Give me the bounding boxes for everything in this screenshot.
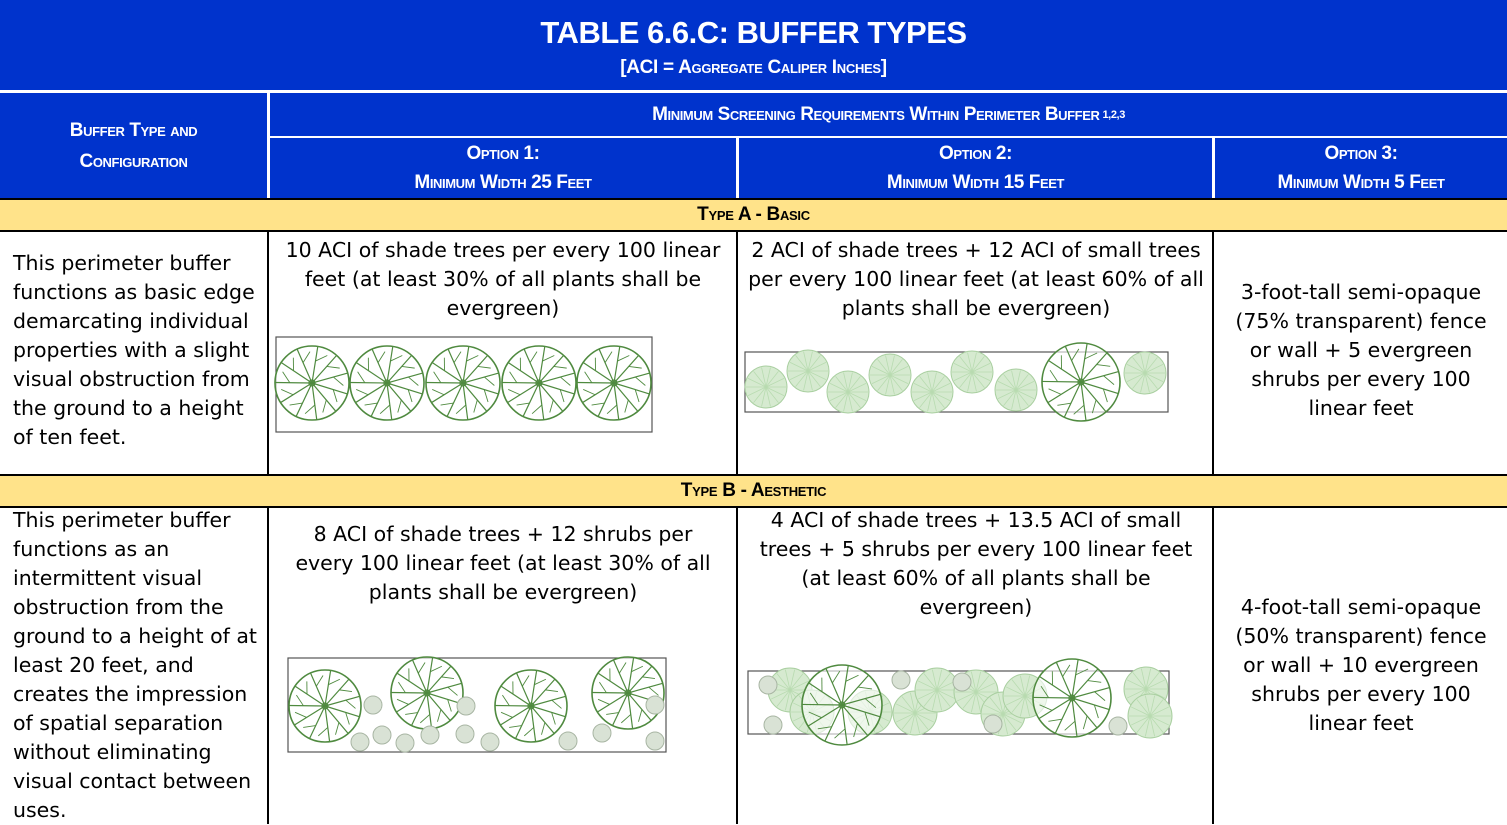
- shrub-symbol: [593, 724, 611, 742]
- header-buffer-type-line2: Configuration: [80, 146, 188, 177]
- small-tree-symbol: [915, 668, 959, 712]
- type-b-option-1-text: 8 ACI of shade trees + 12 shrubs per every 100 linear feet (at least 30% of all plants shall be evergreen): [290, 520, 716, 607]
- small-tree-symbol: [981, 692, 1025, 736]
- shrub-symbol: [373, 726, 391, 744]
- shade-tree-symbol: [1033, 659, 1111, 737]
- type-b-option-2-text: 4 ACI of shade trees + 13.5 ACI of small trees + 5 shrubs per every 100 linear feet (at least 60% of all plants shall be evergreen): [748, 506, 1204, 622]
- shade-tree-symbol: [350, 346, 424, 420]
- type-b-band: [0, 476, 1507, 506]
- header-option-2: [739, 138, 1212, 198]
- small-tree-symbol: [1124, 352, 1166, 394]
- shade-tree-symbol: [1042, 343, 1120, 421]
- small-tree-symbol: [787, 350, 829, 392]
- type-b-description: This perimeter buffer functions as an intermittent visual obstruction from the ground to a height of at least 20 feet, and creates the impression of spatial separation without eliminating visual contact between uses.: [13, 506, 263, 825]
- header-footnote-ref: 1,2,3: [1102, 109, 1124, 121]
- small-tree-symbol: [790, 690, 834, 734]
- shrub-symbol: [559, 732, 577, 750]
- small-tree-symbol: [848, 690, 892, 734]
- shrub-symbol: [646, 696, 664, 714]
- option-2-title: Option 2:: [939, 139, 1012, 168]
- header-buffer-type-line1: Buffer Type and: [70, 115, 197, 146]
- type-a-label: Type A - Basic: [697, 204, 810, 226]
- shade-tree-symbol: [289, 670, 361, 742]
- header-screening-group: [270, 93, 1507, 136]
- option-1-width: Minimum Width 25 Feet: [414, 168, 591, 197]
- shade-tree-symbol: [426, 346, 500, 420]
- shrub-symbol: [456, 725, 474, 743]
- shade-tree-symbol: [802, 665, 882, 745]
- header-screening-label: Minimum Screening Requirements Within Perimeter Buffer: [652, 104, 1099, 126]
- table-title-band: [0, 0, 1507, 90]
- small-tree-symbol: [745, 366, 787, 408]
- header-buffer-type: [0, 93, 267, 198]
- shrub-symbol: [421, 726, 439, 744]
- shrub-symbol: [984, 715, 1002, 733]
- small-tree-symbol: [893, 691, 937, 735]
- shade-tree-symbol: [502, 346, 576, 420]
- shade-tree-symbol: [391, 657, 463, 729]
- type-a-option-1-text: 10 ACI of shade trees per every 100 linear feet (at least 30% of all plants shall be evergreen): [280, 236, 726, 323]
- option-1-title: Option 1:: [466, 139, 539, 168]
- shrub-symbol: [646, 732, 664, 750]
- shade-tree-symbol: [275, 346, 349, 420]
- header-option-3: [1215, 138, 1507, 198]
- type-a-description: This perimeter buffer functions as basic edge demarcating individual properties with a slight visual obstruction from the ground to a height of ten feet.: [13, 249, 261, 452]
- shade-tree-symbol: [592, 657, 664, 729]
- small-tree-symbol: [869, 354, 911, 396]
- table-subtitle: [ACI = Aggregate Caliper Inches]: [620, 57, 887, 79]
- shrub-symbol: [351, 733, 369, 751]
- table-title: TABLE 6.6.C: BUFFER TYPES: [540, 15, 966, 51]
- small-tree-symbol: [1124, 667, 1168, 711]
- type-b-label: Type B - Aesthetic: [681, 480, 826, 502]
- small-tree-symbol: [1003, 674, 1047, 718]
- shade-tree-symbol: [577, 346, 651, 420]
- shrub-symbol: [457, 697, 475, 715]
- small-tree-symbol: [951, 351, 993, 393]
- shrub-symbol: [759, 676, 777, 694]
- shrub-symbol: [481, 733, 499, 751]
- shade-tree-symbol: [495, 670, 567, 742]
- small-tree-symbol: [1128, 694, 1172, 738]
- type-a-option-3-text: 3-foot-tall semi-opaque (75% transparent) fence or wall + 5 evergreen shrubs per every 100 linear feet: [1225, 278, 1497, 423]
- option-3-width: Minimum Width 5 Feet: [1277, 168, 1444, 197]
- type-a-option-2-buffer-outline: [745, 352, 1168, 412]
- small-tree-symbol: [827, 371, 869, 413]
- header-option-1: [270, 138, 736, 198]
- shrub-symbol: [764, 716, 782, 734]
- option-2-width: Minimum Width 15 Feet: [887, 168, 1064, 197]
- type-a-option-2-text: 2 ACI of shade trees + 12 ACI of small trees per every 100 linear feet (at least 60% of all plants shall be evergreen): [748, 236, 1204, 323]
- option-3-title: Option 3:: [1324, 139, 1397, 168]
- shrub-symbol: [1109, 717, 1127, 735]
- shrub-symbol: [892, 671, 910, 689]
- small-tree-symbol: [911, 371, 953, 413]
- shrub-symbol: [396, 734, 414, 752]
- small-tree-symbol: [995, 369, 1037, 411]
- type-a-option-1-buffer-outline: [276, 337, 652, 432]
- shrub-symbol: [953, 673, 971, 691]
- small-tree-symbol: [954, 670, 998, 714]
- small-tree-symbol: [768, 668, 812, 712]
- type-b-option-2-buffer-outline: [748, 671, 1169, 734]
- type-b-option-1-buffer-outline: [288, 658, 666, 752]
- type-a-band: [0, 200, 1507, 230]
- shrub-symbol: [364, 696, 382, 714]
- type-b-option-3-text: 4-foot-tall semi-opaque (50% transparent) fence or wall + 10 evergreen shrubs per every 100 linear feet: [1225, 593, 1497, 738]
